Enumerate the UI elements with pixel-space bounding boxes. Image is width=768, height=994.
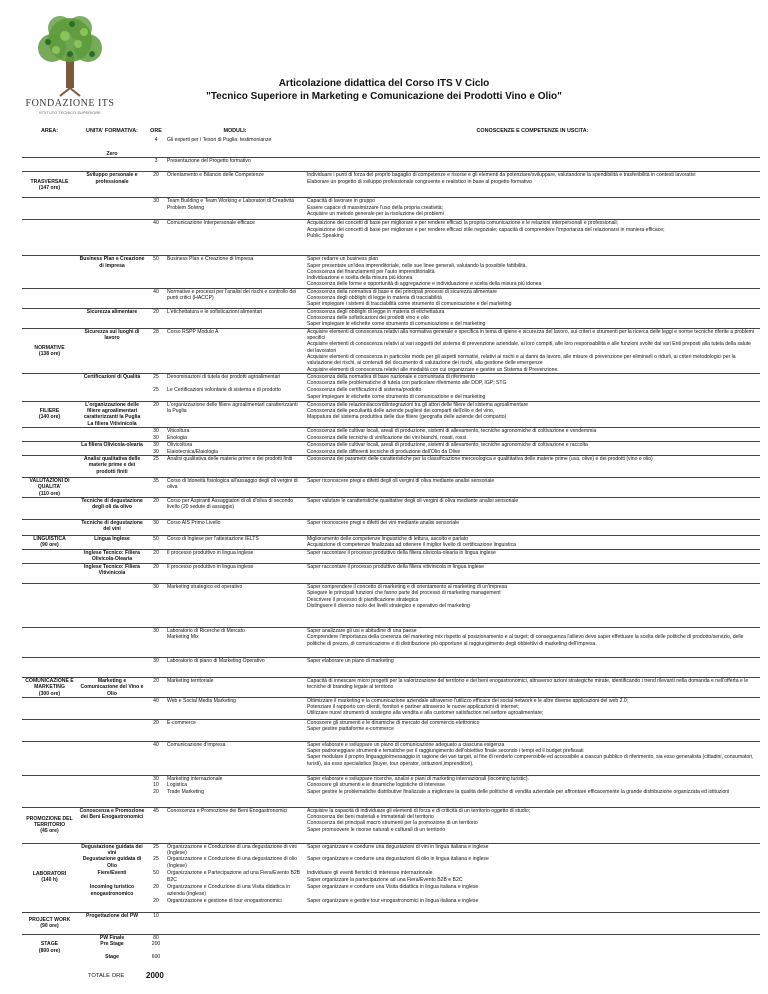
- area-cell: [22, 697, 77, 719]
- area-cell: PROMOZIONE DEL TERRITORIO (45 ore): [22, 807, 77, 843]
- module-cell: [165, 954, 305, 961]
- competences-cell: Conoscenza delle cultivar locali, areali di produzione, sistemi di allevamento, tecniche agronomiche di coltivazione e raccolta: [305, 442, 760, 449]
- hours-cell: 50: [147, 535, 165, 549]
- area-cell: [22, 934, 77, 941]
- area-cell: FILIERE (140 ore): [22, 401, 77, 427]
- module-cell: Corso AIS Primo Livello: [165, 519, 305, 535]
- unit-cell: Fiere/Eventi: [97, 870, 127, 877]
- table-row: [22, 158, 760, 172]
- table-row: [22, 563, 760, 583]
- unit-cell: Tecniche di degustazione degli oli da olivo: [77, 497, 147, 519]
- module-cell: Comunicazione Interpersonale efficace: [165, 220, 305, 256]
- module-cell: Corso di Inglese per l'attestazione IELTS: [165, 535, 305, 549]
- module-cell: Enologia: [167, 434, 187, 441]
- unit-cell: Pre Stage: [100, 941, 124, 948]
- competences-cell: [305, 934, 760, 941]
- unit-cell: [77, 288, 147, 308]
- module-cell: Gli esperti per i Tesori di Puglia: testimonianze: [167, 137, 272, 143]
- area-cell: [22, 627, 77, 657]
- module-cell: Normative e processi per l'analisi dei rischi e controllo dei punti critici (HACCP): [165, 288, 305, 308]
- area-cell: [22, 456, 77, 478]
- table-row: [22, 456, 760, 478]
- module-cell: Il processo produttivo in lingua inglese: [165, 549, 305, 563]
- table-row: [22, 198, 760, 220]
- unit-cell: [77, 657, 147, 677]
- area-cell: [22, 435, 77, 442]
- competences-cell: Conoscenza degli obblighi di legge in materia di etichettatura Conoscenza delle sofisticazioni dei prodotti vino e olio Saper impiegare le etichette come strumento di comunicazione e del marketing: [305, 308, 760, 328]
- hours-cell: 40: [147, 288, 165, 308]
- unit-cell: Progettazione del PW: [77, 912, 147, 934]
- table-row: [22, 719, 760, 741]
- table-row: [22, 775, 760, 782]
- competences-cell: Conoscenza delle relazioni/accordi/integrazioni tra gli attori delle filiere del sistema agroalimentare Conoscenza delle peculiarità delle aziende pugliesi dei comparti dell'olio e del vino, Mappatura del sistema produttiva delle due filiere (geografia delle aziende del comparto): [305, 401, 760, 427]
- table-row: [22, 912, 760, 934]
- competences-cell: Saper riconoscere pregi e difetti dei vini mediante analisi sensoriale: [305, 519, 760, 535]
- unit-cell: L'organizzazione delle filiere agroalimentari caratterizzanti la Puglia La filiera Vitivinicola: [77, 401, 147, 427]
- table-row: [22, 856, 760, 870]
- table-row: [22, 884, 760, 898]
- table-row: [22, 328, 760, 373]
- table-row: [22, 387, 760, 401]
- area-cell: [22, 884, 77, 898]
- table-row: [22, 256, 760, 288]
- competences-cell: [305, 954, 760, 961]
- hours-cell: 28: [147, 328, 165, 373]
- hours-cell: 200: [151, 941, 161, 948]
- module-cell: [165, 151, 305, 158]
- competences-cell: Saper raccontare il processo produttivo della filiera vitivinicola in lingua inglese: [305, 563, 760, 583]
- module-cell: Marketing internazionale: [165, 775, 305, 782]
- module-cell: Corso RSPP Modulo A: [165, 328, 305, 373]
- area-cell: [22, 497, 77, 519]
- hours-cell: 20: [153, 884, 159, 891]
- table-row: [22, 789, 760, 807]
- hours-cell: [147, 151, 165, 158]
- table-row: [22, 151, 760, 158]
- hours-cell: 45: [147, 807, 165, 843]
- module-cell: Il processo produttivo in lingua inglese: [165, 563, 305, 583]
- unit-cell: [77, 719, 147, 741]
- header-module: MODULI:: [223, 128, 247, 134]
- unit-cell: [77, 387, 147, 401]
- table-row: [22, 373, 760, 387]
- hours-cell: 30: [147, 627, 165, 657]
- competences-cell: Conoscere gli strumenti e le dinamiche logistiche di interesse: [307, 782, 445, 789]
- module-cell: L'organizzazione delle filiere agroalimentari caratterizzanti la Puglia: [165, 401, 305, 427]
- hours-cell: 40: [147, 220, 165, 256]
- table-row: [22, 519, 760, 535]
- hours-cell: 30: [147, 428, 165, 435]
- area-cell: [22, 789, 77, 807]
- curriculum-table: [22, 128, 760, 961]
- competences-cell: Saper elaborare e sviluppare ricerche, analisi e piani di marketing internazionali (incoming turistic).: [305, 775, 760, 782]
- area-cell: [22, 741, 77, 775]
- competences-cell: Saper valutare le caratteristiche qualitative degli oli vergini di oliva mediante analisi sensoriale: [305, 497, 760, 519]
- table-row: [22, 934, 760, 941]
- module-cell: Organizzazione e Partecipazione ad una Fiera/Evento B2B B2C: [167, 870, 301, 883]
- competences-cell: Conoscenza delle differenti tecniche di produzione dell'Olio da Olive: [307, 448, 461, 455]
- unit-cell: Zero: [106, 151, 118, 157]
- hours-cell: 30: [147, 583, 165, 627]
- unit-cell: La filiera Olivicola-olearia: [77, 442, 147, 449]
- area-cell: [22, 657, 77, 677]
- area-cell: [22, 256, 77, 288]
- table-row: [22, 677, 760, 697]
- hours-cell: 20: [147, 401, 165, 427]
- hours-cell: 10: [147, 912, 165, 934]
- module-cell: Corso per Aspiranti Assaggiatori di oli d'oliva di secondo livello (20 sedute di assaggio): [165, 497, 305, 519]
- module-cell: Organizzazione e Conduzione di una Visita didattica in azienda (Inglese): [167, 884, 291, 897]
- unit-cell: [77, 158, 147, 172]
- unit-cell: Marketing e Comunicazione del Vino e Olio: [77, 677, 147, 697]
- page-subtitle: "Tecnico Superiore in Marketing e Comunicazione dei Prodotti Vino e Olio": [206, 91, 562, 102]
- module-cell: Denominazioni di tutela dei prodotti agroalimentari: [165, 373, 305, 387]
- module-cell: E-commerce: [165, 719, 305, 741]
- table-body: [22, 137, 760, 961]
- header-competences: CONOSCENZE E COMPETENZE IN USCITA:: [476, 128, 589, 134]
- table-row: [22, 172, 760, 198]
- table-row: [22, 137, 760, 151]
- area-cell: [22, 373, 77, 387]
- hours-cell: 30: [147, 519, 165, 535]
- competences-cell: Saper organizzare e gestire tour enogastronomici in lingua italiana e inglese: [307, 898, 479, 905]
- hours-cell: 25: [147, 456, 165, 478]
- competences-cell: Saper redarre un business plan Saper presentare un'idea imprenditoriale, nelle sue linee generali, valutando la possibile fattibilità. Conoscenza dei finanziamenti per l'auto imprenditorialità Individuazione e scelta della misura più idonea Conoscenza delle forme e opportunità di aggregazione e individuazione e scelta della misura più idonea: [305, 256, 760, 288]
- competences-cell: Saper gestire le problematiche distributive finalizzate a migliorare la qualità delle politiche di vendita aziendale per affrontare efficacemente la grande distribuzione organizzata ed istituzioni: [307, 789, 730, 796]
- area-cell: [22, 442, 77, 449]
- unit-cell: [77, 775, 147, 782]
- table-row: [22, 497, 760, 519]
- unit-cell: [77, 435, 147, 442]
- competences-cell: [305, 137, 760, 151]
- area-cell: [22, 288, 77, 308]
- hours-cell: 4: [154, 137, 158, 143]
- module-cell: Olivicoltura: [165, 442, 305, 449]
- table-row: [22, 220, 760, 256]
- table-row: [22, 478, 760, 498]
- area-cell: [22, 198, 77, 220]
- hours-cell: 50: [153, 870, 159, 877]
- hours-cell: 25: [147, 373, 165, 387]
- table-row: [22, 941, 760, 954]
- hours-cell: 20: [147, 172, 165, 198]
- unit-cell: Tecniche di degustazione del vini: [77, 519, 147, 535]
- area-cell: LINGUISTICA (90 ore): [22, 535, 77, 549]
- table-row: [22, 697, 760, 719]
- hours-cell: 40: [147, 741, 165, 775]
- area-cell: [22, 387, 77, 401]
- table-row: [22, 741, 760, 775]
- fondazione-its-logo: [20, 10, 120, 128]
- competences-cell: Ottimizzare il marketing e la comunicazione aziendale attraverso l'utilizzo efficace dei social network e le altre diverse applicazioni del web 2.0; Potenziare il rapporto con clienti, fornitori e partner attraverso le nuove applicazioni di internet; Utilizzare nuovi strumenti di sostegno alla vendita e alla customer satisfaction nel settore agroalimentare;: [305, 697, 760, 719]
- competences-cell: Miglioramento delle competenze linguistiche di lettura, ascolto e parlato Acquisizione di competenze finalizzata ad ottenere il miglior livello di certificazione linguistica: [305, 535, 760, 549]
- module-cell: Elaiotecnica/Elaiologia: [167, 448, 218, 455]
- unit-cell: Sicurezza alimentare: [77, 308, 147, 328]
- unit-cell: Business Plan e Creazione di Impresa: [77, 256, 147, 288]
- hours-cell: 30: [153, 448, 159, 455]
- hours-cell: 20: [153, 898, 159, 905]
- header-hours: ORE: [150, 128, 162, 134]
- module-cell: Organizzazione e Conduzione di una degustazione di vini (Inglese): [165, 843, 305, 856]
- competences-cell: Saper organizzare e condurre una Visita didattica in lingua italiana e inglese: [307, 884, 479, 891]
- module-cell: [165, 941, 305, 954]
- area-cell: TRASVERSALE (147 ore): [22, 172, 77, 198]
- unit-cell: [77, 220, 147, 256]
- page-title: Articolazione didattica del Corso ITS V Ciclo: [278, 78, 490, 89]
- competences-cell: Individuare i punti di forza del proprio bagaglio di competenze e risorse e gli elementi da potenziare/sviluppare, valutandone la spendibilità e trasferibilità in contesti lavorativi Elaborare un progetto di sviluppo professionale congruente e realistico in base al progetto formativo: [305, 172, 760, 198]
- module-cell: Orientamento e Bilancio delle Competenze: [165, 172, 305, 198]
- module-cell: Business Plan e Creazione di Impresa: [165, 256, 305, 288]
- table-row: [22, 401, 760, 427]
- area-cell: STAGE (800 ore): [38, 941, 61, 954]
- module-cell: Comunicazione d'impresa: [165, 741, 305, 775]
- unit-cell: [77, 428, 147, 435]
- hours-cell: 20: [147, 677, 165, 697]
- competences-cell: Acquisire la capacità di individuare gli elementi di forza e di criticità di un territorio oggetto di studio; Conoscenza dei beni materiali e immateriali del territorio Conoscenza dei principali macro strumenti per la promozione di un territorio Saper promuovere le risorse naturali e culturali di un territorio: [305, 807, 760, 843]
- table-row: [22, 782, 760, 789]
- hours-cell: 10: [153, 782, 159, 789]
- hours-cell: 25: [147, 843, 165, 856]
- hours-cell: 25: [153, 856, 159, 863]
- module-cell: Team Building e Team Working e Laboratori di Creatività Problem Solving: [165, 198, 305, 220]
- area-cell: [22, 898, 77, 912]
- module-cell: [165, 912, 305, 934]
- unit-cell: PW Finale: [77, 934, 147, 941]
- logo-text: FONDAZIONE ITS: [25, 98, 115, 109]
- competences-cell: Conoscenza della normativa di base e dei principali processi di sicurezza alimentare Conoscenza degli obblighi di legge in materia di tracciabilità Saper impiegare i sistemi di tracciabilità come strumento di comunicazione e del marketing: [305, 288, 760, 308]
- table-row: [22, 843, 760, 856]
- table-row: [22, 870, 760, 884]
- hours-cell: 20: [147, 719, 165, 741]
- area-cell: [22, 856, 77, 870]
- unit-cell: Certificazioni di Qualità: [77, 373, 147, 387]
- competences-cell: Conoscenza delle cultivar locali, areali di produzione, sistemi di allevamento, tecniche agronomiche di coltivazione e vendemmia: [305, 428, 760, 435]
- hours-cell: 20: [153, 789, 159, 796]
- hours-cell: 80: [147, 934, 165, 941]
- hours-cell: 30: [147, 657, 165, 677]
- module-cell: Marketing territoriale: [165, 677, 305, 697]
- competences-cell: Saper elaborare e sviluppare un piano di comunicazione adeguato a ciascuna esigenza Saper padroneggiare strumenti e tematiche per il raggiungimento dell'obiettivo finale secondo i tempi ed il budget prefissati Saper modulare il proprio linguaggio/messaggio in ragione dei vari target, al fine di renderlo comprensibile ed accessibile a ciascun pubblico di riferimento, sia esso generalista (cittadini, consumatori, turisti), sia esso specialistico (buyer, tour operator, istituzioni,imprenditori).: [305, 741, 760, 775]
- hours-cell: 20: [147, 497, 165, 519]
- area-cell: LABORATORI (140 h): [32, 871, 67, 884]
- competences-cell: Saper elaborare un piano di marketing: [305, 657, 760, 677]
- module-cell: Marketing strategico ed operativo: [165, 583, 305, 627]
- area-cell: [22, 549, 77, 563]
- unit-cell: Lingua Inglese: [77, 535, 147, 549]
- unit-cell: Sviluppo personale e professionale: [77, 172, 147, 198]
- table-row: [22, 583, 760, 627]
- hours-cell: 3: [147, 158, 165, 172]
- module-cell: Logistica: [167, 782, 188, 789]
- area-cell: [22, 843, 77, 856]
- hours-cell: 30: [153, 434, 159, 441]
- area-cell: VALUTAZIONI DI QUALITA' (110 ore): [22, 478, 77, 498]
- hours-cell: 40: [147, 697, 165, 719]
- area-cell: COMUNICAZIONE E MARKETING (300 ore): [22, 677, 77, 697]
- unit-cell: [77, 782, 147, 789]
- module-cell: Presentazione del Progetto formativo: [165, 158, 305, 172]
- area-cell: [22, 220, 77, 256]
- hours-cell: 30: [147, 442, 165, 449]
- module-cell: [165, 934, 305, 941]
- competences-cell: [305, 912, 760, 934]
- competences-cell: [305, 158, 760, 172]
- module-cell: Trade Marketing: [167, 789, 204, 796]
- area-cell: [22, 775, 77, 782]
- unit-cell: [77, 697, 147, 719]
- competences-cell: Conoscenza dei parametri delle caratteristiche per la classificazione merceologica e qualititativa delle materie prime (uva, olive) e dei prodotti (vino e olio): [305, 456, 760, 478]
- area-cell: [22, 308, 77, 328]
- unit-cell: [77, 789, 147, 807]
- unit-cell: [77, 198, 147, 220]
- area-cell: [22, 428, 77, 435]
- area-cell: [22, 158, 77, 172]
- area-cell: [22, 719, 77, 741]
- competences-cell: Saper raccontare il processo produttivo della filiera olivicola-olearia in lingua inglese: [305, 549, 760, 563]
- area-cell: [22, 137, 77, 151]
- area-cell: [22, 563, 77, 583]
- table-row: [22, 627, 760, 657]
- area-cell: PROJECT WORK (90 ore): [22, 912, 77, 934]
- competences-cell: Conoscenza delle tecniche di vinificazione dei vini bianchi, rosati, rossi: [307, 434, 467, 441]
- hours-cell: 25: [153, 387, 159, 394]
- unit-cell: [77, 137, 147, 151]
- unit-cell: [77, 478, 147, 498]
- competences-cell: Saper organizzare e condurre una degustazioni di vini in lingua italiana e inglese: [305, 843, 760, 856]
- unit-cell: Sicurezza sui luoghi di lavoro: [77, 328, 147, 373]
- area-cell: [22, 782, 77, 789]
- unit-cell: Inglese Tecnico: Filiera Olivicola-Olearia: [77, 549, 147, 563]
- competences-cell: Capacità di innescare micro progetti per la valorizzazione del territorio e dei beni enogastronomici, attraverso azioni strategiche mirate, identificando i trend rilevanti nella domanda e nell'offerta e le tecniche di branding legate al territorio: [305, 677, 760, 697]
- table-row: [22, 657, 760, 677]
- table-row: [22, 807, 760, 843]
- module-cell: Web e Social Media Marketing: [165, 697, 305, 719]
- unit-cell: [77, 898, 147, 912]
- unit-cell: [77, 449, 147, 456]
- competences-cell: Conoscenza della normativa di base nazionale e comunitaria di riferimento Conoscenza delle problematiche di tutela con particolare riferimento alle DOP, IGP; STG: [305, 373, 760, 387]
- competences-cell: Capacità di lavorare in gruppo Essere capace di massimizzare l'uso della propria creatività; Acquisire un metodo generale per la risoluzione dei problemi: [305, 198, 760, 220]
- module-cell: Analisi qualitativa delle materie prime e dei prodotti finiti: [165, 456, 305, 478]
- table-row: [22, 549, 760, 563]
- module-cell: L'etichettatura e le sofisticazioni alimentari: [165, 308, 305, 328]
- unit-cell: Degustazione guidata di Olio: [82, 856, 142, 869]
- hours-cell: 20: [147, 549, 165, 563]
- unit-cell: Conoscenza e Promozione dei Beni Enogastronomici: [77, 807, 147, 843]
- table-row: [22, 535, 760, 549]
- competences-cell: Saper analizzare gli usi e abitudine di una paese Comprendere l'importanza della coerenza del marketing mix rispetto al posizionamento e al target; di conseguenza l'allievo deve saper effettuare la scelta delle politiche di prodotto/servizio, delle politiche di prezzo, di comunicazione e di distribuzione più opportune al raggiungimento degli obbiettivi di marketing dell'impresa.: [305, 627, 760, 657]
- table-row: [22, 954, 760, 961]
- competences-cell: Saper comprendere il concetto di marketing e di orientamento al marketing di un'impresa Spiegare le principali funzioni che fanno parte del processo di marketing management Descrivere il processo di pianificazione strategica Distinguere il diverso ruolo dei livelli strategico e operativo del marketing: [305, 583, 760, 627]
- module-cell: Corso di Idoneità fisiologica all'assaggio degli oli vergini di oliva: [165, 478, 305, 498]
- hours-cell: 20: [147, 563, 165, 583]
- module-cell: Conoscenza e Promozione dei Beni Enogastronomici: [165, 807, 305, 843]
- competences-cell: Conoscenza delle certificazioni di sistema/prodotto Saper impiegare le etichette come strumento di comunicazione e del marketing: [307, 387, 486, 400]
- unit-cell: Inglese Tecnico: Filiera Vitivinicola: [77, 563, 147, 583]
- unit-cell: [77, 741, 147, 775]
- hours-cell: 30: [147, 198, 165, 220]
- competences-cell: [305, 941, 760, 954]
- area-cell: [22, 583, 77, 627]
- table-row: [22, 288, 760, 308]
- table-row: [22, 442, 760, 449]
- unit-cell: Stage: [105, 954, 119, 961]
- table-row: [22, 308, 760, 328]
- total-value: 2000: [146, 971, 164, 980]
- competences-cell: Acquisire elementi di conoscenza relativi alla normativa generale e specifica in tema di igiene e sicurezza del lavoro, sui criteri e strumenti per la ricerca delle leggi e norme tecniche riferite a problemi specifici Acquisire elementi di conoscenza relativi ai vari soggetti del sistema di prevenzione aziendale, ai loro compiti, alle loro responsabilità e alle funzioni svolte dai vari Enti preposti alla tutela della salute dei lavoratori Acquisire elementi di conoscenza in particolar modo per gli aspetti normativi, relativi ai rischi e ai danni da lavoro, alle misure di prevenzione per eliminarli o ridurli, ai criteri metodologici per la valutazione dei rischi, ai contenuti del documento di valutazione dei rischi, alla gestione delle emergenze Acquisire elementi di conoscenza relativi alle modalità con cui organizzare e gestire un Sistema di Prevenzione.: [305, 328, 760, 373]
- table-row: [22, 435, 760, 442]
- module-cell: Organizzazione e gestione di tour enogastronomici: [167, 898, 282, 905]
- area-cell: [22, 449, 77, 456]
- competences-cell: Individuare gli eventi fieristici di interesse internazionale Saper organizzare la partecipazione ad una Fiera/Evento B2B e B2C: [307, 870, 463, 883]
- total-label: TOTALE ORE: [88, 973, 125, 979]
- hours-cell: 600: [151, 954, 161, 961]
- unit-cell: [77, 627, 147, 657]
- competences-cell: Saper riconoscere pregi e difetti degli oli vergini di oliva mediante analisi sensoriale: [305, 478, 760, 498]
- header-unit: UNITA' FORMATIVA:: [86, 128, 138, 134]
- area-cell: [22, 519, 77, 535]
- hours-cell: 50: [147, 256, 165, 288]
- header-area: AREA:: [40, 128, 59, 134]
- module-cell: Laboratorio di Ricerche di Mercato Marketing Mix: [165, 627, 305, 657]
- area-cell: NORMATIVE (138 ore): [22, 328, 77, 373]
- hours-cell: 35: [147, 478, 165, 498]
- table-row: [22, 898, 760, 912]
- area-cell: [22, 151, 77, 158]
- area-cell: [22, 954, 77, 961]
- module-cell: Le Certificazioni volontarie di sistema e di prodotto: [167, 387, 281, 394]
- logo-subtext: ISTITUTO TECNICO SUPERIORE: [39, 110, 101, 115]
- table-header-row: [22, 128, 760, 137]
- competences-cell: Conoscere gli strumenti e le dinamiche di mercato del commercio elettronico Saper gestire piattaforme e-commerce: [305, 719, 760, 741]
- unit-cell: [77, 583, 147, 627]
- competences-cell: [305, 151, 760, 158]
- hours-cell: 20: [147, 308, 165, 328]
- module-cell: Viticoltura: [165, 428, 305, 435]
- unit-cell: Incoming turistico enogastronomico: [89, 884, 135, 897]
- module-cell: Organizzazione e Conduzione di una degustazione di olio (Inglese): [167, 856, 297, 869]
- competences-cell: Acquisizione dei concetti di base per migliorare e per rendere efficaci la propria comunicazione e le relazioni interpersonali e professionali; Acquisizione dei concetti di base per migliorare e per rendere efficaci stile negoziale; capacità di comprendere l'importanza del relazionarsi in maniera efficace; Public Speaking: [305, 220, 760, 256]
- table-row: [22, 428, 760, 435]
- unit-cell: Degustazione guidata dei vini: [77, 843, 147, 856]
- hours-cell: 30: [147, 775, 165, 782]
- table-row: [22, 449, 760, 456]
- unit-cell: Analisi qualitativa delle materie prime e dei prodotti finiti: [77, 456, 147, 478]
- competences-cell: Saper organizzare e condurre una degustazioni di olio in lingua italiana e inglese: [307, 856, 489, 863]
- module-cell: Laboratorio di piano di Marketing Operativo: [165, 657, 305, 677]
